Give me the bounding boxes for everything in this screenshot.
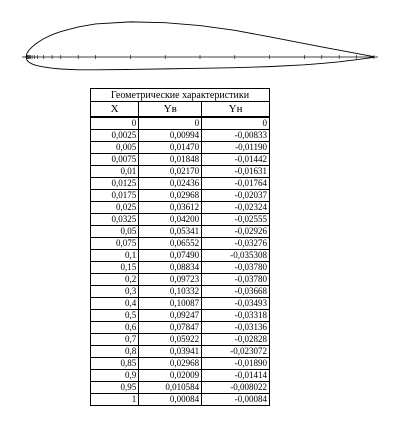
cell-x: 0,15 bbox=[91, 262, 139, 274]
cell-x: 0,01 bbox=[91, 166, 139, 178]
cell-x: 1 bbox=[91, 394, 139, 406]
cell-x: 0,1 bbox=[91, 250, 139, 262]
cell-yv: 0,02968 bbox=[139, 358, 202, 370]
cell-yv: 0,00994 bbox=[139, 130, 202, 142]
cell-x: 0,0175 bbox=[91, 190, 139, 202]
table-row bbox=[91, 154, 270, 166]
column-header-yn: Yн bbox=[202, 102, 270, 118]
cell-yv: 0,08834 bbox=[139, 262, 202, 274]
cell-yn: -0,00833 bbox=[202, 130, 270, 142]
table-title: Геометрические характеристики bbox=[91, 89, 270, 102]
cell-yn: -0,01442 bbox=[202, 154, 270, 166]
cell-yn: -0,03276 bbox=[202, 238, 270, 250]
table-row bbox=[91, 202, 270, 214]
table-row bbox=[91, 394, 270, 406]
table-row bbox=[91, 334, 270, 346]
table-row bbox=[91, 358, 270, 370]
table-row bbox=[91, 117, 270, 130]
table-row bbox=[91, 190, 270, 202]
table-body bbox=[91, 117, 270, 406]
cell-x: 0,5 bbox=[91, 310, 139, 322]
cell-x: 0,85 bbox=[91, 358, 139, 370]
column-header-x: X bbox=[91, 102, 139, 118]
cell-yv: 0,10087 bbox=[139, 298, 202, 310]
cell-yv: 0,010584 bbox=[139, 382, 202, 394]
cell-yv: 0,03941 bbox=[139, 346, 202, 358]
table-row bbox=[91, 310, 270, 322]
table-row bbox=[91, 370, 270, 382]
cell-x: 0,2 bbox=[91, 274, 139, 286]
table-row bbox=[91, 238, 270, 250]
cell-x: 0,0075 bbox=[91, 154, 139, 166]
cell-yn: -0,02324 bbox=[202, 202, 270, 214]
cell-yn: -0,02828 bbox=[202, 334, 270, 346]
table-row bbox=[91, 286, 270, 298]
cell-yv: 0,07847 bbox=[139, 322, 202, 334]
cell-yv: 0 bbox=[139, 117, 202, 130]
cell-x: 0,3 bbox=[91, 286, 139, 298]
table-row bbox=[91, 178, 270, 190]
cell-x: 0,4 bbox=[91, 298, 139, 310]
cell-yn: -0,03136 bbox=[202, 322, 270, 334]
table-row bbox=[91, 130, 270, 142]
cell-yv: 0,02009 bbox=[139, 370, 202, 382]
cell-yn: -0,00084 bbox=[202, 394, 270, 406]
cell-yn: -0,02037 bbox=[202, 190, 270, 202]
cell-x: 0,075 bbox=[91, 238, 139, 250]
cell-yn: -0,01631 bbox=[202, 166, 270, 178]
cell-x: 0,6 bbox=[91, 322, 139, 334]
cell-yn: -0,03668 bbox=[202, 286, 270, 298]
cell-yv: 0,09247 bbox=[139, 310, 202, 322]
cell-yv: 0,06552 bbox=[139, 238, 202, 250]
cell-x: 0,0325 bbox=[91, 214, 139, 226]
cell-x: 0 bbox=[91, 117, 139, 130]
cell-yn: -0,02926 bbox=[202, 226, 270, 238]
cell-x: 0,05 bbox=[91, 226, 139, 238]
cell-yv: 0,05341 bbox=[139, 226, 202, 238]
cell-yv: 0,02968 bbox=[139, 190, 202, 202]
cell-yn: -0,02555 bbox=[202, 214, 270, 226]
cell-yn: -0,01764 bbox=[202, 178, 270, 190]
cell-yv: 0,05922 bbox=[139, 334, 202, 346]
table-row bbox=[91, 226, 270, 238]
cell-yn: -0,035308 bbox=[202, 250, 270, 262]
cell-yn: -0,01890 bbox=[202, 358, 270, 370]
cell-x: 0,005 bbox=[91, 142, 139, 154]
table-row bbox=[91, 262, 270, 274]
geometric-characteristics-table bbox=[90, 88, 270, 406]
cell-yv: 0,00084 bbox=[139, 394, 202, 406]
cell-yv: 0,02170 bbox=[139, 166, 202, 178]
cell-yn: -0,03780 bbox=[202, 274, 270, 286]
table-row bbox=[91, 142, 270, 154]
cell-yv: 0,07490 bbox=[139, 250, 202, 262]
cell-yn: -0,008022 bbox=[202, 382, 270, 394]
cell-yn: -0,03493 bbox=[202, 298, 270, 310]
cell-yn: -0,03780 bbox=[202, 262, 270, 274]
cell-yn: -0,03318 bbox=[202, 310, 270, 322]
cell-yv: 0,02436 bbox=[139, 178, 202, 190]
cell-yv: 0,04200 bbox=[139, 214, 202, 226]
table-row bbox=[91, 250, 270, 262]
cell-yv: 0,09723 bbox=[139, 274, 202, 286]
cell-x: 0,8 bbox=[91, 346, 139, 358]
cell-yn: 0 bbox=[202, 117, 270, 130]
cell-x: 0,95 bbox=[91, 382, 139, 394]
upper-surface-line bbox=[26, 22, 374, 57]
cell-x: 0,7 bbox=[91, 334, 139, 346]
table-row bbox=[91, 166, 270, 178]
cell-yv: 0,03612 bbox=[139, 202, 202, 214]
cell-x: 0,025 bbox=[91, 202, 139, 214]
cell-yv: 0,10332 bbox=[139, 286, 202, 298]
table-row bbox=[91, 298, 270, 310]
airfoil-profile-drawing bbox=[0, 0, 400, 90]
table-row bbox=[91, 346, 270, 358]
table-row bbox=[91, 274, 270, 286]
column-header-yv: Yв bbox=[139, 102, 202, 118]
cell-x: 0,0025 bbox=[91, 130, 139, 142]
cell-yn: -0,01190 bbox=[202, 142, 270, 154]
cell-yv: 0,01470 bbox=[139, 142, 202, 154]
table-row bbox=[91, 382, 270, 394]
table-row bbox=[91, 214, 270, 226]
cell-yn: -0,01414 bbox=[202, 370, 270, 382]
cell-yv: 0,01848 bbox=[139, 154, 202, 166]
cell-yn: -0,023072 bbox=[202, 346, 270, 358]
cell-x: 0,9 bbox=[91, 370, 139, 382]
table-row bbox=[91, 322, 270, 334]
cell-x: 0,0125 bbox=[91, 178, 139, 190]
